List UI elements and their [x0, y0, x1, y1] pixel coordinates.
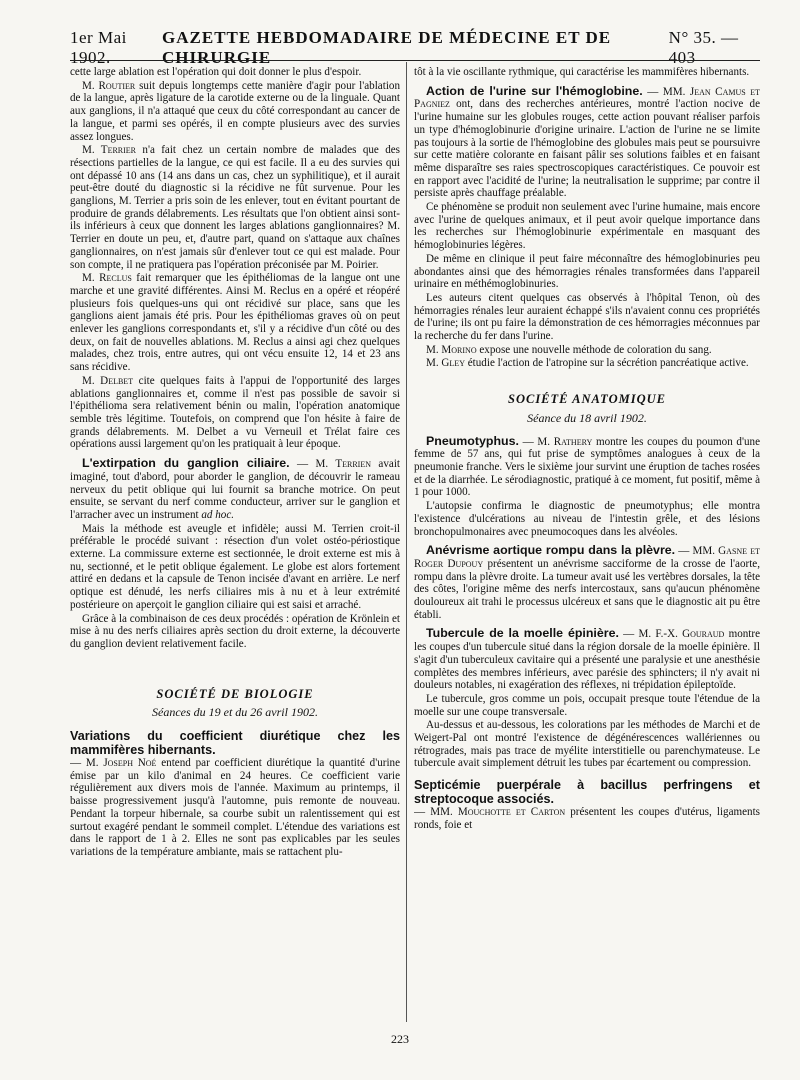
right-column: [414, 66, 760, 1021]
society-title: SOCIÉTÉ DE BIOLOGIE: [156, 686, 314, 701]
section-heading: Tubercule de la moelle épinière.: [426, 626, 619, 641]
section-ciliaire: L'extirpation du ganglion ciliaire. — M. Terrien avait imaginé, tout d'abord, pour aborder le ganglion, de découvrir le rameau nerveux du petit oblique qui lui fournit sa branche motrice. On peut ensuite, se servant du nerf comme conducteur, arriver sur le ganglion et l'arracher avec un instrument ad hoc.: [70, 456, 400, 521]
paragraph: M. Gley étudie l'action de l'atropine sur la sécrétion pancréatique active.: [426, 357, 749, 370]
society-title: SOCIÉTÉ ANATOMIQUE: [508, 392, 666, 407]
paragraph: M. Reclus fait remarquer que les épithéliomas de la langue ont une marche et une gravité différentes. Ainsi M. Reclus en a opéré et réopéré plusieurs fois quelques-uns qui ont récidivé sur place, sans que les ganglions aient jamais été pris. Pour les épithéliomas graves où on peut enlever les ganglions correspondants et, s'il y a récidive d'un côté ou des deux, on fait de nouvelles ablations. M. Reclus a ainsi agi chez quelques malades, chez trois, entre autres, qui ont vécu ensuite 12, 14 et 23 ans sans récidive.: [70, 272, 400, 374]
section-heading: L'extirpation du ganglion ciliaire.: [82, 456, 290, 471]
paragraph: L'autopsie confirma le diagnostic de pneumotyphus; elle montra l'existence d'ulcérations au niveau de l'intestin grêle, et des lésions bronchopulmonaires avec pneumocoques dans les alvéoles.: [414, 500, 760, 538]
paragraph: — M. Joseph Noé entend par coefficient diurétique la quantité d'urine émise par un kilo d'animal en 24 heures. Ce coefficient varie régulièrement aux divers mois de l'année. Maximum au printemps, il baisse progressivement jusqu'à l'automne, puis remonte de nouveau. Pendant la torpeur hibernale, sa courbe subit un ralentissement qui est surtout exagéré pendant le sommeil complet. L'étendue des variations est dans le rapport de 1 à 2. Elles ne sont pas explicables par les seules variations de la température ambiante, mais se rattachent plu-: [70, 757, 400, 858]
running-header: [70, 28, 760, 67]
page-number: 223: [391, 1032, 409, 1046]
paragraph: Ce phénomène se produit non seulement avec l'urine humaine, mais encore avec l'urine de quelques animaux, et il peut avoir quelque importance dans les recherches sur l'hémoglobinurie expérimentale en masquant des hémoglobinuries légères.: [414, 201, 760, 252]
section-heading: Septicémie puerpérale à bacillus perfringens et streptocoque associés.: [414, 778, 760, 807]
paragraph: — MM. Mouchotte et Carton présentent les coupes d'utérus, ligaments ronds, foie et: [414, 806, 760, 831]
section-heading: Variations du coefficient diurétique chez les mammifères hibernants.: [70, 729, 400, 758]
paragraph: M. Routier suit depuis longtemps cette manière d'agir pour l'ablation de la langue, après ligature de la carotide externe ou de la linguale. Quant aux ganglions, il n'a attaqué que ceux du côté correspondant au cancer de la langue, et parmi ses opérés, il en compte plusieurs avec des survies assez longues.: [70, 79, 400, 143]
section-hemoglobine: Action de l'urine sur l'hémoglobine. — MM. Jean Camus et Pagniez ont, dans des recherches antérieures, montré l'action nocive de l'urine humaine sur les globules rouges, cette action pouvant réaliser parfois un type d'hémoglobinurie d'origine urinaire. L'action de l'urine ne se limite pas toujours à la sortie de l'hémoglobine des globules mais peut se poursuivre sur cette matière colorante en faisant pâlir ses solutions faibles et en faisant même disparaître ses raies spectroscopiques caractéristiques. Ce pouvoir est en rapport avec l'acidité de l'urine; la neutralisation le supprime; par contre il persiste après chauffage préalable.: [414, 83, 760, 200]
header-date: 1er Mai 1902.: [70, 28, 127, 67]
session-date: Séances du 19 et du 26 avril 1902.: [152, 705, 318, 720]
paragraph: De même en clinique il peut faire méconnaître des hémoglobinuries peu abondantes ainsi que des hémorragies rénales transformées dans l'appareil urinaire en méthémoglobinuries.: [414, 252, 760, 291]
paragraph: M. Terrier n'a fait chez un certain nombre de malades que des résections partielles de la langue, ce qui est facile. Il a eu des survies qui ont dépassé 10 ans (14 ans dans un cas, chez un syphilitique), et il aurait peut-être douté du diagnostic si la récidive ne fût survenue. Pour les ganglions, M. Terrier a pris soin de les enlever, tout en évitant pourtant de produire de grands délabrements. Les résultats que l'on obtient ainsi sont-ils inférieurs à ceux que donnent les larges ablations ganglionnaires? M. Terrier en doute un peu, et, d'autre part, quand on s'attaque aux chaînes ganglionnaires, on n'est jamais sûr d'enlever tout ce qui est malade. Pour son compte, il ne pratiquera pas l'opération préconisée par M. Poirier.: [70, 144, 400, 271]
section-heading: Action de l'urine sur l'hémoglobine.: [426, 83, 643, 98]
paragraph: M. Morino expose une nouvelle méthode de coloration du sang.: [426, 343, 712, 356]
session-date: Séance du 18 avril 1902.: [527, 410, 647, 425]
paragraph: Au-dessus et au-dessous, les colorations par les méthodes de Marchi et de Weigert-Pal ont montré l'existence de dégénérescences wallériennes ou rétrogrades, mais pas trace de myélite interstitielle ou parenchymateuse. Le tubercule avait simplement détruit les tubes par écartement ou compression.: [414, 719, 760, 770]
paragraph: M. Delbet cite quelques faits à l'appui de l'opportunité des larges ablations ganglionnaires et, comme il n'est pas possible de savoir si l'épithélioma sera relativement bénin ou malin, l'opération anatomique semble très légitime. Toutefois, on comprend que l'on hésite à faire de grands délabrements. M. Delbet a vu Verneuil et Trélat faire ces opérations aussi largement qu'on les pratiquait à leur époque.: [70, 374, 400, 451]
paragraph: tôt à la vie oscillante rythmique, qui caractérise les mammifères hibernants.: [414, 66, 750, 78]
paragraph: Mais la méthode est aveugle et infidèle; aussi M. Terrien croit-il préférable le procédé suivant : résection d'un volet ostéo-périostique externe. La commissure externe est sectionnée, le droit externe est mis à nu, sectionné, et le petit oblique également. Le globe est alors fortement attiré en dedans et la capsule de Tenon incisée d'avant en arrière. Le nerf optique est dénudé, les nerfs ciliaires mis à nu et à leur extrémité postérieure on aperçoit le ganglion ciliaire qui est saisi et arraché.: [70, 522, 400, 611]
header-journal-title: GAZETTE HEBDOMADAIRE DE MÉDECINE ET DE CHIRURGIE: [162, 28, 612, 67]
column-divider: [406, 62, 407, 1022]
paragraph: cette large ablation est l'opération qui doit donner le plus d'espoir.: [70, 66, 362, 78]
section-anevrisme: Anévrisme aortique rompu dans la plèvre. — MM. Gasne et Roger Dupouy présentent un anévrisme sacciforme de la crosse de l'aorte, rompu dans la plèvre droite. La tumeur avait usé les vertèbres dorsales, la tête des côtes, l'origine même des nerfs intercostaux, sans qu'aucun phénomène douloureux ait trahi le processus ulcéreux et sans que le diagnostic ait pu être établi.: [414, 543, 760, 621]
paragraph: Grâce à la combinaison de ces deux procédés : opération de Krönlein et mise à nu des nerfs ciliaires après section du droit externe, la découverte du ganglion devient relativement facile.: [70, 612, 400, 650]
section-heading: Anévrisme aortique rompu dans la plèvre.: [426, 543, 676, 558]
section-tubercule: Tubercule de la moelle épinière. — M. F.-X. Gouraud montre les coupes d'un tubercule situé dans la région dorsale de la moelle épinière. Il s'agit d'un tuberculeux cavitaire qui a présenté une paralysie et une anesthésie complètes des membres inférieurs, avec parésie des sphincters; il n'y avait ni douleurs notables, ni exagération des réflexes, ni trépidation épileptoïde.: [414, 626, 760, 692]
paragraph: Le tubercule, gros comme un pois, occupait presque toute l'étendue de la moelle sur une coupe transversale.: [414, 692, 760, 718]
header-issue: N° 35. — 403: [668, 28, 739, 67]
left-column: [70, 66, 400, 1021]
header-rule: [70, 60, 760, 61]
paragraph: Les auteurs citent quelques cas observés à l'hôpital Tenon, où des hémorragies rénales leur auraient échappé s'ils n'avaient connu ces propriétés de l'urine; ils ont pu faire la démonstration de ces hémorragies méconnues par la recherche du fer dans l'urine.: [414, 291, 760, 343]
section-heading: Pneumotyphus.: [426, 433, 519, 448]
section-pneumotyphus: Pneumotyphus. — M. Rathery montre les coupes du poumon d'une femme de 57 ans, qui fut prise de symptômes analogues à ceux de la pneumonie franche. Vers le sixième jour survint une éruption de taches rosées et de la diarrhée. Le sérodiagnostic, pratiqué à ce moment, fut positif, même à 1 pour 1000.: [414, 433, 760, 499]
